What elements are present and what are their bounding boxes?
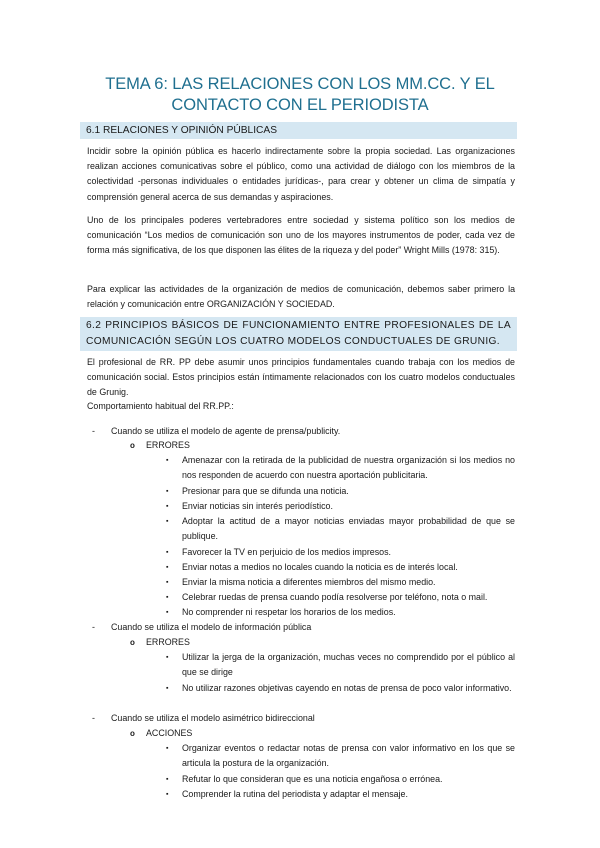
circle-marker: o xyxy=(130,441,135,450)
page-title xyxy=(60,74,540,116)
square-marker: ▪ xyxy=(166,776,169,783)
list-item: No utilizar razones objetivas cayendo en notas de prensa de poco valor informativo. xyxy=(182,683,512,693)
square-marker: ▪ xyxy=(166,488,169,495)
title-line-2: CONTACTO CON EL PERIODISTA xyxy=(171,96,429,114)
sub-heading-acciones: ACCIONES xyxy=(146,728,193,738)
paragraph-organizacion-sociedad: Para explicar las actividades de la organización de medios de comunicación, debemos saber primero la relación y comunicación entre ORGANIZACIÓN Y SOCIEDAD. xyxy=(87,284,515,310)
paragraph-profesional-rrpp: El profesional de RR. PP debe asumir unos principios fundamentales cuando trabaja con los medios de comunicación social. Estos principios están íntimamente relacionados con los cuatro modelos conductuales de Grunig. xyxy=(87,357,515,398)
square-marker: ▪ xyxy=(166,609,169,616)
square-marker: ▪ xyxy=(166,549,169,556)
sub-heading-errores: ERRORES xyxy=(146,440,190,450)
list-item: No comprender ni respetar los horarios de los medios. xyxy=(182,607,396,617)
list-item: Presionar para que se difunda una noticia. xyxy=(182,486,349,496)
square-marker: ▪ xyxy=(166,791,169,798)
dash-marker: - xyxy=(92,426,95,436)
sub-heading-errores: ERRORES xyxy=(146,637,190,647)
model-label: Cuando se utiliza el modelo de información pública xyxy=(111,622,312,632)
list-item: Refutar lo que consideran que es una noticia engañosa o errónea. xyxy=(182,774,443,784)
section-heading-6-2 xyxy=(80,317,517,351)
square-marker: ▪ xyxy=(166,457,169,464)
paragraph-opinion-publica: Incidir sobre la opinión pública es hacerlo indirectamente sobre la propia sociedad. Las organizaciones realizan acciones comunicativas sobre el público, como una actividad de diálogo con los miembros de la colectividad -personas individuales o entidades jurídicas-, para crear y obtener un clima de simpatía y comprensión general acerca de sus demandas y aspiraciones. xyxy=(87,146,515,202)
section-heading-6-1: 6.1 RELACIONES Y OPINIÓN PÚBLICAS xyxy=(80,122,517,139)
circle-marker: o xyxy=(130,729,135,738)
square-marker: ▪ xyxy=(166,654,169,661)
list-item: Utilizar la jerga de la organización, muchas veces no comprendido por el público al que se dirige xyxy=(182,652,515,678)
dash-marker: - xyxy=(92,622,95,632)
list-item: Enviar notas a medios no locales cuando la noticia es de interés local. xyxy=(182,562,458,572)
list-item: Favorecer la TV en perjuicio de los medios impresos. xyxy=(182,547,391,557)
section-heading-6-2-line-1: 6.2 PRINCIPIOS BÁSICOS DE FUNCIONAMIENTO ENTRE PROFESIONALES DE LA xyxy=(86,320,511,331)
square-marker: ▪ xyxy=(166,579,169,586)
paragraph-comportamiento: Comportamiento habitual del RR.PP.: xyxy=(87,401,234,411)
dash-marker: - xyxy=(92,713,95,723)
square-marker: ▪ xyxy=(166,745,169,752)
square-marker: ▪ xyxy=(166,564,169,571)
title-line-1: TEMA 6: LAS RELACIONES CON LOS MM.CC. Y EL xyxy=(105,75,495,93)
list-item: Comprender la rutina del periodista y adaptar el mensaje. xyxy=(182,789,408,799)
square-marker: ▪ xyxy=(166,685,169,692)
model-label: Cuando se utiliza el modelo de agente de prensa/publicity. xyxy=(111,426,341,436)
list-item: Enviar la misma noticia a diferentes miembros del mismo medio. xyxy=(182,577,436,587)
list-item: Enviar noticias sin interés periodístico. xyxy=(182,501,333,511)
list-item: Adoptar la actitud de a mayor noticias enviadas mayor probabilidad de que se publique. xyxy=(182,516,515,542)
paragraph-poderes: Uno de los principales poderes vertebradores entre sociedad y sistema político son los medios de comunicación “Los medios de comunicación son uno de los mayores instrumentos de poder, cada vez de forma más significativa, de los que disponen las élites de la riqueza y del poder” Wright Mills (1978: 315). xyxy=(87,215,515,256)
circle-marker: o xyxy=(130,638,135,647)
list-item: Celebrar ruedas de prensa cuando podía resolverse por teléfono, nota o mail. xyxy=(182,592,488,602)
list-item: Organizar eventos o redactar notas de prensa con valor informativo en los que se articula la postura de la organización. xyxy=(182,743,515,769)
section-heading-6-2-line-2: COMUNICACIÓN SEGÚN LOS CUATRO MODELOS CONDUCTUALES DE GRUNIG. xyxy=(86,336,500,347)
square-marker: ▪ xyxy=(166,503,169,510)
square-marker: ▪ xyxy=(166,518,169,525)
model-label: Cuando se utiliza el modelo asimétrico bidireccional xyxy=(111,713,315,723)
list-item: Amenazar con la retirada de la publicidad de nuestra organización si los medios no nos responden de acuerdo con nuestra aportación publicitaria. xyxy=(182,455,515,481)
square-marker: ▪ xyxy=(166,594,169,601)
